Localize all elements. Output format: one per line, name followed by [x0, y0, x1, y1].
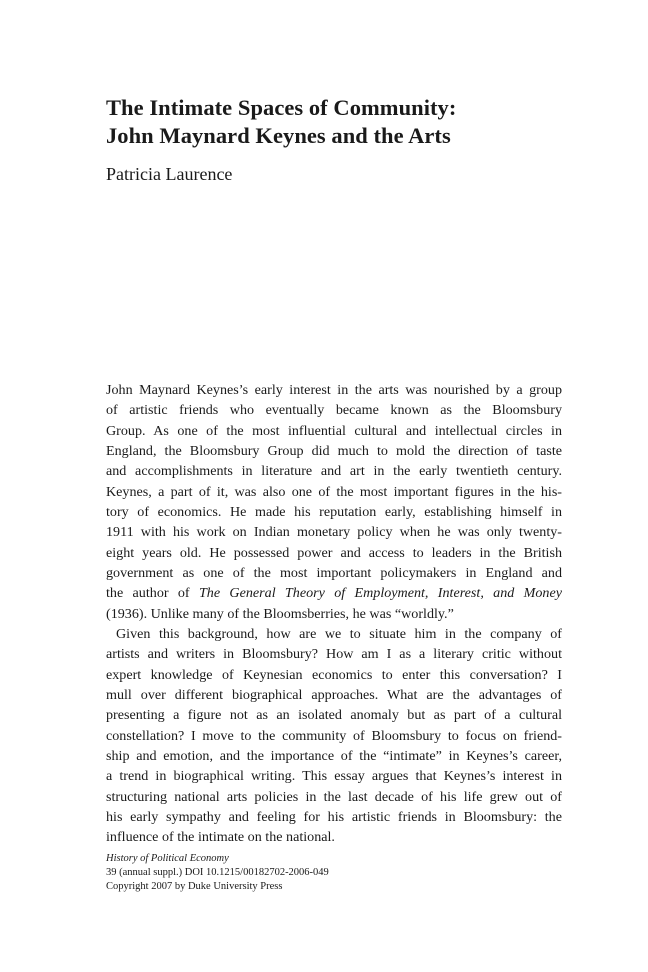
abstract-line: expert knowledge of Keynesian economics to enter this conversation? I: [106, 666, 562, 683]
abstract-line: (1936). Unlike many of the Bloomsberries, he was “worldly.”: [106, 605, 454, 622]
author-name: Patricia Laurence: [106, 164, 233, 184]
footer: [106, 852, 329, 894]
abstract-line: influence of the intimate on the national.: [106, 829, 335, 846]
abstract-line: mull over different biographical approaches. What are the advantages of: [106, 686, 562, 703]
abstract-line: tory of economics. He made his reputation early, establishing himself in: [106, 503, 562, 520]
abstract-line: structuring national arts policies in the last decade of his life grew out of: [106, 788, 562, 805]
abstract-line: constellation? I move to the community of Bloomsbury to focus on friend-: [106, 727, 562, 744]
footer-citation: [106, 852, 329, 880]
abstract-line: his early sympathy and feeling for his artistic friends in Bloomsbury: the: [106, 808, 562, 825]
abstract-line: 1911 with his work on Indian monetary policy when he was only twenty-: [106, 524, 562, 541]
abstract-line: eight years old. He possessed power and access to leaders in the British: [106, 544, 562, 561]
footer-copyright: Copyright 2007 by Duke University Press: [106, 881, 283, 892]
abstract-line: Keynes, a part of it, was also one of the most important figures in the his-: [106, 483, 562, 500]
abstract-text: the author of: [106, 585, 199, 602]
abstract-line: government as one of the most important policymakers in England and: [106, 564, 562, 581]
abstract-line: John Maynard Keynes’s early interest in the arts was nourished by a group: [106, 382, 562, 398]
abstract-line: a trend in biographical writing. This essay argues that Keynes’s interest in: [106, 768, 562, 785]
abstract-line: [106, 583, 562, 603]
abstract-line: presenting a figure not as an isolated anomaly but as part of a cultural: [106, 707, 562, 724]
abstract-line: Given this background, how are we to situate him in the company of: [116, 625, 562, 642]
book-title: The General Theory of Employment, Interest, and Money: [198, 585, 562, 602]
article-title-line-1: The Intimate Spaces of Community:: [106, 95, 457, 120]
article-title: [106, 94, 576, 150]
abstract-line: England, the Bloomsbury Group did much to mold the direction of taste: [106, 442, 562, 459]
abstract-line: Group. As one of the most influential cultural and intellectual circles in: [106, 422, 562, 439]
citation-details: 39 (annual suppl.) DOI 10.1215/00182702-2006-049: [106, 867, 329, 878]
abstract-line: artists and writers in Bloomsbury? How am I as a literary critic without: [106, 646, 562, 663]
abstract: [106, 380, 562, 848]
abstract-line: ship and emotion, and the importance of the “intimate” in Keynes’s career,: [106, 747, 562, 764]
article-title-line-2: John Maynard Keynes and the Arts: [106, 123, 451, 148]
abstract-line: of artistic friends who eventually became known as the Bloomsbury: [106, 402, 562, 419]
abstract-line: and accomplishments in literature and art in the early twentieth century.: [106, 463, 562, 480]
journal-name: History of Political Economy: [106, 853, 229, 864]
